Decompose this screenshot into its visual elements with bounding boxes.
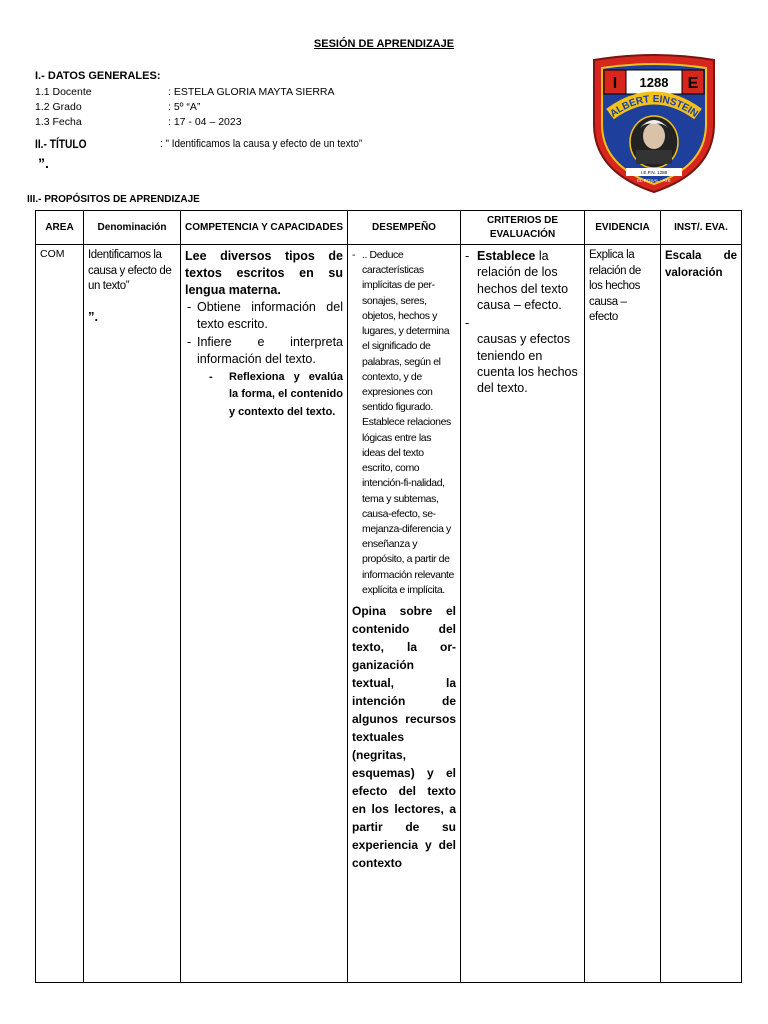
docente-label: 1.1 Docente (35, 86, 92, 98)
cell-criterios (461, 245, 585, 983)
titulo-value: : " Identificamos la causa y efecto de un texto” (160, 138, 363, 150)
dash-marker: - (352, 249, 356, 261)
crest-letter-left: I (612, 75, 618, 92)
school-crest-logo (590, 54, 718, 194)
crest-arc-text: ALBERT EINSTEIN (608, 93, 700, 120)
instrumento-text: Escala de valoración (665, 250, 737, 279)
desempeno-opina: Opina sobre el contenido del texto, la or-ganización textual, la intención de algunos recursos textuales (negritas, esquemas) y el efecto del texto en los lectores, a partir de su experiencia y del contexto (352, 604, 456, 871)
cell-instrumento (661, 245, 742, 983)
cell-desempeno (348, 245, 461, 983)
crest-bottom-line2: EL ROSAL - ATE (637, 178, 671, 183)
denominacion-continuation: ”. (88, 308, 99, 324)
criterio-2: causas y efectos teniendo en cuenta los hechos del texto. (477, 332, 578, 395)
fecha-label: 1.3 Fecha (35, 116, 82, 128)
cell-evidencia (585, 245, 661, 983)
propositos-table (35, 210, 742, 983)
section-propositos: III.- PROPÓSITOS DE APRENDIZAJE (27, 194, 200, 205)
header-desempeno: DESEMPEÑO (348, 211, 461, 245)
area-value: COM (40, 248, 65, 260)
crest-bottom-line1: I.E.P.N. 1288 (640, 170, 668, 175)
docente-value: : ESTELA GLORIA MAYTA SIERRA (168, 86, 335, 98)
header-competencia: COMPETENCIA Y CAPACIDADES (181, 211, 348, 245)
desempeno-deduce (352, 248, 456, 598)
dash-marker: - (465, 316, 470, 330)
crest-number: 1288 (639, 75, 669, 90)
document-title: SESIÓN DE APRENDIZAJE (313, 38, 455, 50)
evidencia-text: Explica la relación de los hechos causa – efecto (589, 249, 641, 324)
capacidad-item: - Obtiene información del texto escrito. (185, 299, 343, 334)
dash-marker: - (465, 249, 470, 263)
cell-denominacion (84, 245, 181, 983)
cell-area (36, 245, 84, 983)
header-criterios: CRITERIOS DE EVALUACIÓN (461, 211, 585, 245)
grado-value: : 5º “A” (168, 101, 201, 113)
table-header-row (36, 211, 742, 245)
header-instrumento: INST/. EVA. (661, 211, 742, 245)
criterio-bold: Establece (477, 249, 536, 263)
crest-letter-right: E (687, 75, 699, 92)
header-evidencia: EVIDENCIA (585, 211, 661, 245)
cell-competencia (181, 245, 348, 983)
titulo-continuation: ”. (38, 155, 49, 171)
capacidad-reflexiona: - Reflexiona y evalúa la forma, el contenido y contexto del texto. (185, 369, 343, 422)
table-row (36, 245, 742, 983)
header-area: AREA (36, 211, 84, 245)
criterio-1-text: la relación de los hechos del texto causa – efecto. (477, 249, 569, 312)
capacidad-item: - Infiere e interpreta información del texto. (185, 334, 343, 369)
grado-label: 1.2 Grado (35, 101, 82, 113)
desempeno-deduce-text: .. Deduce características implícitas de per-sonajes, seres, objetos, hechos y lugares, y determina el significado de palabras, según el contexto, y de expresiones con sentido figurado. Establece relaciones lógicas entre las ideas del texto escrito, como intención-fi-nalidad, tema y subtemas, causa-efecto, se-mejanza-diferencia y enseñanza y propósito, a partir de información relevante explícita e implícita. (362, 249, 454, 596)
header-denominacion: Denominación (84, 211, 181, 245)
competencia-title: Lee diversos tipos de textos escritos en su lengua materna. (185, 249, 343, 297)
denominacion-text: Identificamos la causa y efecto de un texto” (88, 249, 172, 293)
criterio-1 (465, 248, 580, 313)
section-datos-generales: I.- DATOS GENERALES: (35, 70, 161, 82)
titulo-label: II.- TÍTULO (35, 137, 87, 151)
fecha-value: : 17 - 04 – 2023 (168, 116, 242, 128)
